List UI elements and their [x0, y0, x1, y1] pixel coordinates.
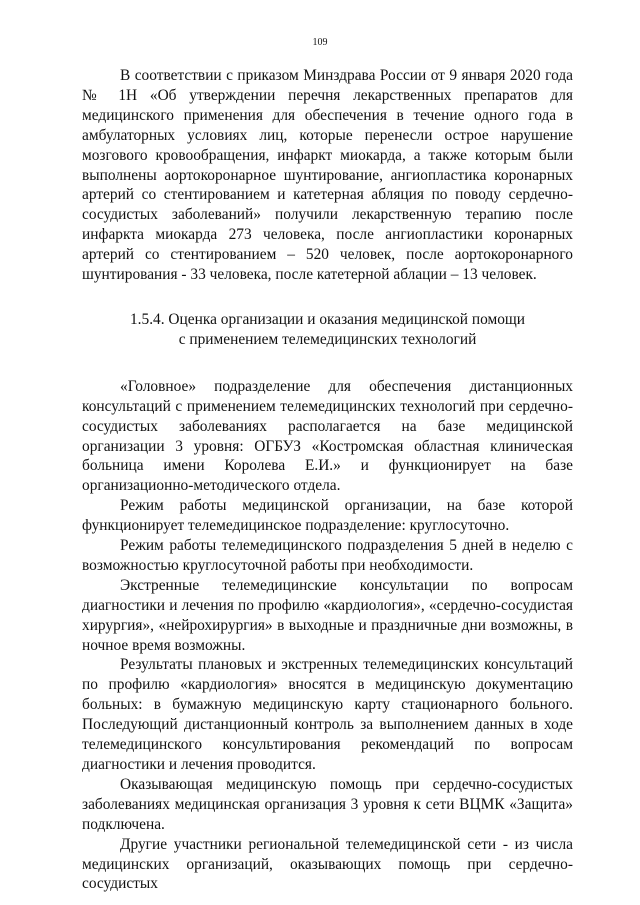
- paragraph-emergency-consultations: Экстренные телемедицинские консультации по вопросам диагностики и лечения по профилю «кардиология», «сердечно-сосудистая хирургия», «нейрохирургия» в выходные и праздничные дни возможны, в ночное время возможны.: [82, 576, 573, 654]
- section-heading: [82, 310, 573, 350]
- document-body: [82, 66, 573, 894]
- paragraph-other-participants: Другие участники региональной телемедицинской сети - из числа медицинских организаций, оказывающих помощь при сердечно-сосудистых: [82, 835, 573, 893]
- paragraph-work-mode-organization: Режим работы медицинской организации, на базе которой функционирует телемедицинское подразделение: круглосуточно.: [82, 497, 573, 535]
- intro-paragraph: В соответствии с приказом Минздрава России от 9 января 2020 года № 1Н «Об утверждении перечня лекарственных препаратов для медицинского применения для обеспечения в течение одного года в амбулаторных условиях лиц, которые перенесли острое нарушение мозгового кровообращения, инфаркт миокарда, а также которым были выполнены аортокоронарное шунтирование, ангиопластика коронарных артерий со стентированием и катетерная абляция по поводу сердечно-сосудистых заболеваний» получили лекарственную терапию после инфаркта миокарда 273 человека, после ангиопластики коронарных артерий со стентированием – 520 человек, после аортокоронарного шунтирования - 33 человека, после катетерной аблации – 13 человек.: [82, 67, 573, 284]
- paragraph-work-mode-unit: Режим работы телемедицинского подразделения 5 дней в неделю с возможностью круглосуточной работы при необходимости.: [82, 537, 573, 574]
- section-heading-line-2: с применением телемедицинских технологий: [178, 330, 477, 348]
- paragraph-vcmk-network: Оказывающая медицинскую помощь при сердечно-сосудистых заболеваниях медицинская организация 3 уровня к сети ВЦМК «Защита» подключена.: [82, 775, 573, 833]
- section-heading-line-1: 1.5.4. Оценка организации и оказания медицинской помощи: [129, 310, 526, 328]
- paragraph-consultation-results: Результаты плановых и экстренных телемедицинских консультаций по профилю «кардиология» вносятся в медицинскую документацию больных: в бумажную медицинскую карту стационарного больного. Последующий дистанционный контроль за выполнением данных в ходе телемедицинского консультирования рекомендаций по вопросам диагностики и лечения проводится.: [82, 656, 573, 773]
- paragraph-head-unit: «Головное» подразделение для обеспечения дистанционных консультаций с применением телемедицинских технологий при сердечно-сосудистых заболеваниях располагается на базе медицинской организации 3 уровня: ОГБУЗ «Костромская областная клиническая больница имени Королева Е.И.» и функционирует на базе организационно-методического отдела.: [82, 377, 573, 495]
- page-number: 109: [312, 37, 328, 48]
